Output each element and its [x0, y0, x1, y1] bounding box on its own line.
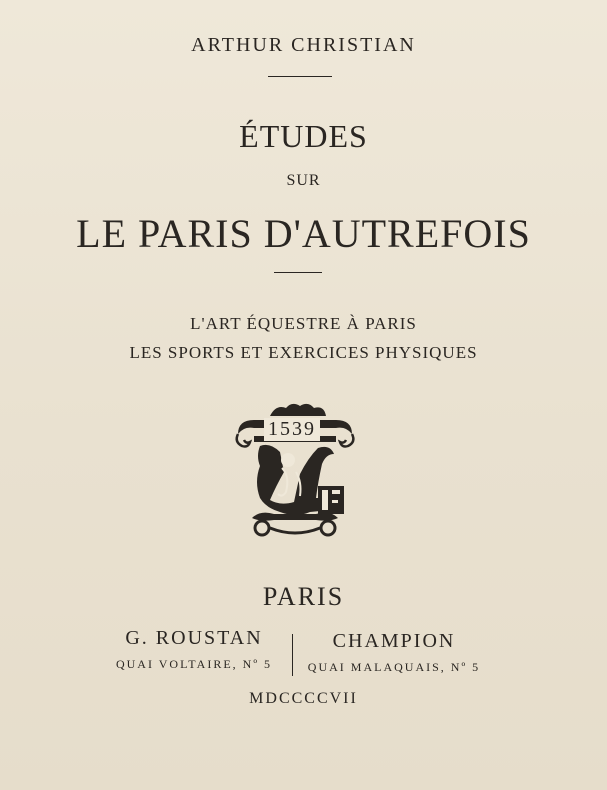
publisher-name: G. ROUSTAN — [125, 627, 263, 649]
divider-rule — [268, 76, 332, 77]
printer-mark-icon — [230, 402, 360, 544]
title-etudes: ÉTUDES — [239, 118, 368, 154]
divider-rule — [274, 272, 322, 273]
publisher-divider — [292, 634, 293, 676]
publisher-name: CHAMPION — [332, 630, 456, 652]
publisher-address: QUAI MALAQUAIS, Nº 5 — [307, 660, 481, 674]
imprint-city: PARIS — [262, 582, 345, 611]
publisher-left — [108, 627, 280, 677]
publisher-right — [306, 630, 482, 680]
title-sur: SUR — [286, 172, 321, 189]
printer-mark-year: 1539 — [264, 418, 320, 441]
subtitle-line-1: L'ART ÉQUESTRE À PARIS — [190, 314, 417, 333]
imprint-date: MDCCCCVII — [249, 690, 358, 707]
main-title: LE PARIS D'AUTREFOIS — [76, 211, 531, 256]
publisher-address: QUAI VOLTAIRE, Nº 5 — [115, 657, 273, 671]
author-name: ARTHUR CHRISTIAN — [191, 34, 416, 56]
subtitle-line-2: LES SPORTS ET EXERCICES PHYSIQUES — [129, 343, 478, 362]
